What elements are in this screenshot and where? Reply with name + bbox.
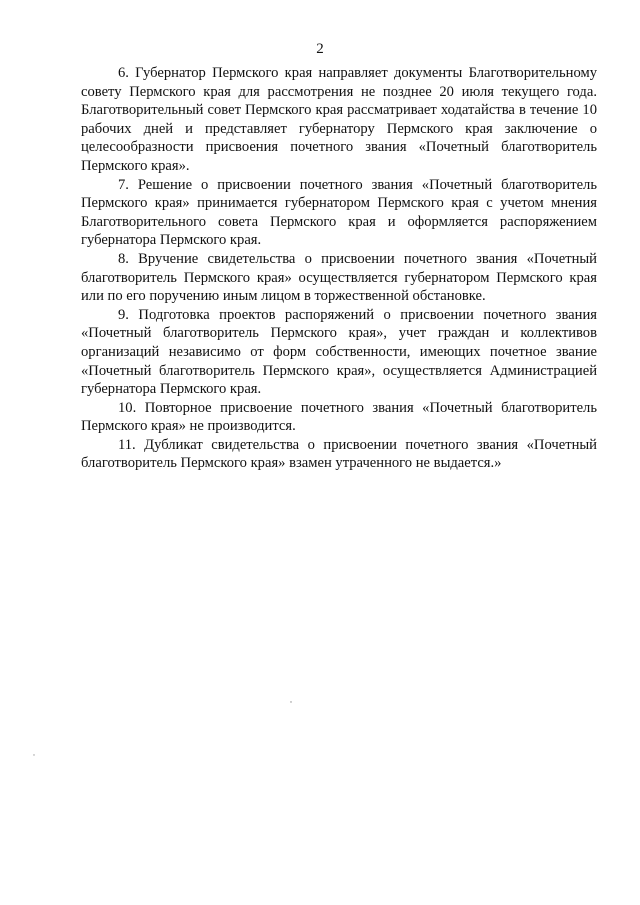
paragraph-9: 9. Подготовка проектов распоряжений о присвоении почетного звания «Почетный благотворитель Пермского края», учет граждан и коллективов организаций независимо от форм собственности, имеющих почетное звание «Почетный благотворитель Пермского края», осуществляется Администрацией губернатора Пермского края. (81, 306, 597, 398)
scan-speck (33, 754, 34, 755)
paragraph-8: 8. Вручение свидетельства о присвоении почетного звания «Почетный благотворитель Пермского края» осуществляется губернатором Пермского края или по его поручению иным лицом в торжественной обстановке. (81, 250, 597, 305)
document-body (81, 64, 597, 473)
paragraph-10: 10. Повторное присвоение почетного звания «Почетный благотворитель Пермского края» не производится. (81, 399, 597, 435)
scan-speck (290, 701, 291, 702)
paragraph-6: 6. Губернатор Пермского края направляет документы Благотворительному совету Пермского края для рассмотрения не позднее 20 июля текущего года. Благотворительный совет Пермского края рассматривает ходатайства в течение 10 рабочих дней и представляет губернатору Пермского края заключение о целесообразности присвоения почетного звания «Почетный благотворитель Пермского края». (81, 65, 597, 174)
page-number: 2 (316, 41, 324, 57)
paragraph-7: 7. Решение о присвоении почетного звания «Почетный благотворитель Пермского края» принимается губернатором Пермского края с учетом мнения Благотворительного совета Пермского края и оформляется распоряжением губернатора Пермского края. (81, 176, 597, 249)
paragraph-11: 11. Дубликат свидетельства о присвоении почетного звания «Почетный благотворитель Пермского края» взамен утраченного не выдается.» (81, 436, 597, 472)
